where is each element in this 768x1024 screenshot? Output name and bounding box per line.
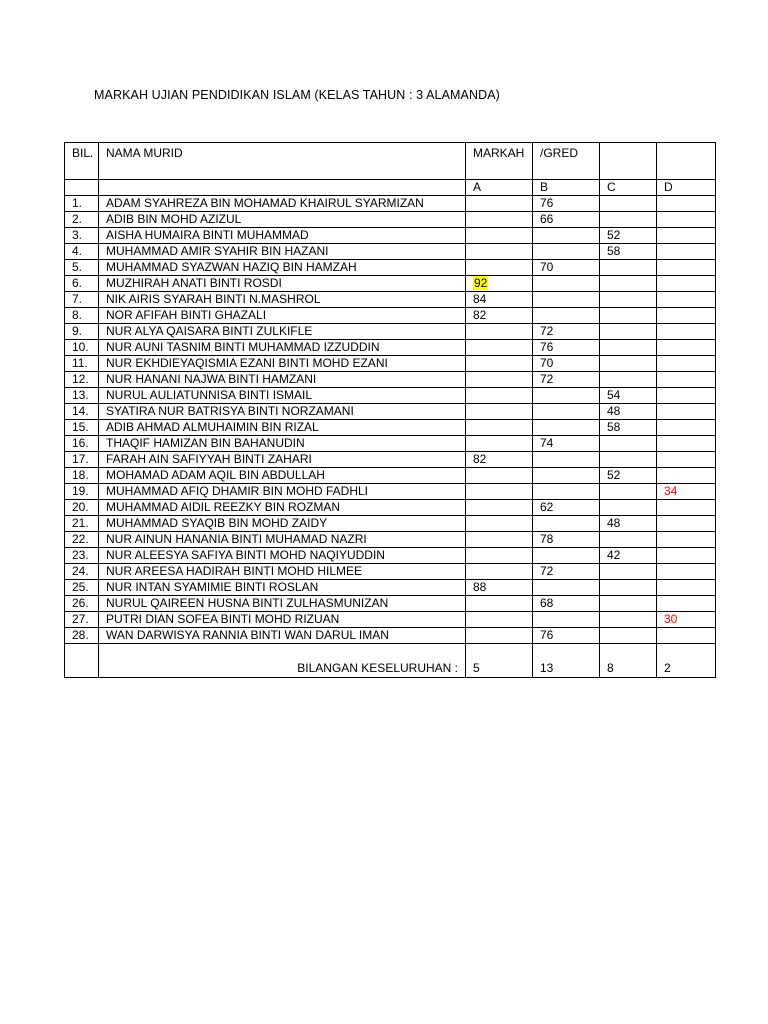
student-name: THAQIF HAMIZAN BIN BAHANUDIN	[99, 436, 466, 452]
mark-cell-b	[533, 340, 600, 356]
mark-cell-c	[600, 532, 657, 548]
mark-cell-d	[657, 580, 716, 596]
mark-cell-a	[466, 420, 533, 436]
table-row	[65, 324, 716, 340]
row-number: 27.	[65, 612, 99, 628]
table-row	[65, 596, 716, 612]
table-row	[65, 292, 716, 308]
mark-cell-a	[466, 564, 533, 580]
mark-cell-d	[657, 340, 716, 356]
mark-value-b: 62	[540, 500, 554, 514]
mark-cell-b	[533, 420, 600, 436]
row-number: 16.	[65, 436, 99, 452]
table-row	[65, 484, 716, 500]
mark-value-a: 92	[474, 276, 488, 290]
student-name: NUR ALYA QAISARA BINTI ZULKIFLE	[99, 324, 466, 340]
student-name: MUHAMMAD SYAQIB BIN MOHD ZAIDY	[99, 516, 466, 532]
grade-header-blank-bil	[65, 180, 99, 196]
mark-cell-a	[466, 452, 533, 468]
table-row	[65, 244, 716, 260]
mark-value-b: 72	[540, 372, 554, 386]
student-name: NUR AINUN HANANIA BINTI MUHAMAD NAZRI	[99, 532, 466, 548]
mark-cell-a	[466, 404, 533, 420]
mark-cell-a	[466, 324, 533, 340]
mark-cell-d	[657, 228, 716, 244]
mark-value-b: 72	[540, 564, 554, 578]
mark-value-c: 58	[607, 244, 621, 258]
mark-cell-a	[466, 548, 533, 564]
table-header-row	[65, 143, 716, 180]
mark-cell-c	[600, 340, 657, 356]
mark-cell-b	[533, 548, 600, 564]
table-row	[65, 276, 716, 292]
mark-cell-a	[466, 228, 533, 244]
student-name: ADIB AHMAD ALMUHAIMIN BIN RIZAL	[99, 420, 466, 436]
table-row	[65, 340, 716, 356]
mark-cell-c	[600, 484, 657, 500]
mark-cell-c	[600, 388, 657, 404]
student-name: MOHAMAD ADAM AQIL BIN ABDULLAH	[99, 468, 466, 484]
mark-cell-a	[466, 532, 533, 548]
mark-cell-d	[657, 372, 716, 388]
table-row	[65, 308, 716, 324]
mark-cell-a	[466, 628, 533, 644]
table-row	[65, 500, 716, 516]
mark-cell-b	[533, 388, 600, 404]
mark-cell-d	[657, 500, 716, 516]
mark-value-b: 76	[540, 340, 554, 354]
mark-cell-c	[600, 468, 657, 484]
student-name: NUR AUNI TASNIM BINTI MUHAMMAD IZZUDDIN	[99, 340, 466, 356]
marks-table-body	[65, 143, 716, 644]
mark-cell-b	[533, 260, 600, 276]
mark-cell-c	[600, 260, 657, 276]
mark-value-b: 66	[540, 212, 554, 226]
student-name: AISHA HUMAIRA BINTI MUHAMMAD	[99, 228, 466, 244]
mark-value-a: 84	[473, 292, 487, 306]
mark-cell-d	[657, 276, 716, 292]
table-row	[65, 532, 716, 548]
student-name: NIK AIRIS SYARAH BINTI N.MASHROL	[99, 292, 466, 308]
total-blank	[65, 644, 99, 678]
mark-cell-d	[657, 484, 716, 500]
mark-cell-a	[466, 580, 533, 596]
total-c: 8	[600, 644, 657, 678]
row-number: 21.	[65, 516, 99, 532]
mark-cell-c	[600, 372, 657, 388]
table-row	[65, 372, 716, 388]
mark-cell-b	[533, 308, 600, 324]
mark-value-c: 58	[607, 420, 621, 434]
student-name: NURUL QAIREEN HUSNA BINTI ZULHASMUNIZAN	[99, 596, 466, 612]
mark-cell-c	[600, 564, 657, 580]
mark-cell-d	[657, 324, 716, 340]
row-number: 6.	[65, 276, 99, 292]
table-row	[65, 516, 716, 532]
total-label: BILANGAN KESELURUHAN :	[99, 644, 466, 678]
mark-value-c: 48	[607, 404, 621, 418]
student-name: MUHAMMAD AMIR SYAHIR BIN HAZANI	[99, 244, 466, 260]
header-d-blank	[657, 143, 716, 180]
table-row	[65, 404, 716, 420]
total-a: 5	[466, 644, 533, 678]
mark-cell-d	[657, 420, 716, 436]
student-name: NUR HANANI NAJWA BINTI HAMZANI	[99, 372, 466, 388]
mark-cell-d	[657, 244, 716, 260]
header-name: NAMA MURID	[99, 143, 466, 180]
mark-cell-a	[466, 500, 533, 516]
mark-cell-d	[657, 388, 716, 404]
row-number: 19.	[65, 484, 99, 500]
mark-value-d: 30	[664, 612, 678, 626]
mark-cell-c	[600, 420, 657, 436]
mark-value-b: 78	[540, 532, 554, 546]
mark-cell-a	[466, 372, 533, 388]
row-number: 10.	[65, 340, 99, 356]
mark-cell-d	[657, 564, 716, 580]
row-number: 17.	[65, 452, 99, 468]
mark-cell-d	[657, 532, 716, 548]
mark-value-b: 74	[540, 436, 554, 450]
row-number: 18.	[65, 468, 99, 484]
header-gred: /GRED	[533, 143, 600, 180]
mark-cell-a	[466, 340, 533, 356]
mark-cell-b	[533, 628, 600, 644]
student-name: FARAH AIN SAFIYYAH BINTI ZAHARI	[99, 452, 466, 468]
grade-header-a: A	[466, 180, 533, 196]
mark-cell-c	[600, 500, 657, 516]
total-b: 13	[533, 644, 600, 678]
mark-cell-a	[466, 260, 533, 276]
mark-cell-d	[657, 196, 716, 212]
mark-cell-c	[600, 436, 657, 452]
grade-header-d: D	[657, 180, 716, 196]
row-number: 26.	[65, 596, 99, 612]
mark-cell-a	[466, 196, 533, 212]
table-row	[65, 212, 716, 228]
document-title: MARKAH UJIAN PENDIDIKAN ISLAM (KELAS TAHUN : 3 ALAMANDA)	[94, 88, 500, 102]
mark-cell-c	[600, 292, 657, 308]
student-name: NOR AFIFAH BINTI GHAZALI	[99, 308, 466, 324]
mark-cell-a	[466, 276, 533, 292]
mark-cell-c	[600, 228, 657, 244]
student-name: MUHAMMAD AIDIL REEZKY BIN ROZMAN	[99, 500, 466, 516]
row-number: 15.	[65, 420, 99, 436]
row-number: 12.	[65, 372, 99, 388]
mark-value-b: 70	[540, 356, 554, 370]
mark-cell-a	[466, 516, 533, 532]
mark-cell-b	[533, 196, 600, 212]
mark-cell-b	[533, 500, 600, 516]
mark-cell-c	[600, 404, 657, 420]
mark-cell-a	[466, 356, 533, 372]
mark-cell-d	[657, 356, 716, 372]
student-name: NUR AREESA HADIRAH BINTI MOHD HILMEE	[99, 564, 466, 580]
mark-value-b: 76	[540, 628, 554, 642]
mark-cell-c	[600, 356, 657, 372]
row-number: 5.	[65, 260, 99, 276]
mark-value-a: 82	[473, 308, 487, 322]
mark-cell-c	[600, 596, 657, 612]
marks-table-footer	[65, 644, 716, 678]
mark-value-d: 34	[664, 484, 678, 498]
table-row	[65, 548, 716, 564]
header-bil: BIL.	[65, 143, 99, 180]
table-row	[65, 436, 716, 452]
mark-cell-b	[533, 484, 600, 500]
row-number: 13.	[65, 388, 99, 404]
mark-cell-b	[533, 580, 600, 596]
mark-cell-c	[600, 308, 657, 324]
mark-cell-d	[657, 436, 716, 452]
mark-cell-b	[533, 372, 600, 388]
mark-cell-c	[600, 276, 657, 292]
table-row	[65, 628, 716, 644]
mark-cell-c	[600, 612, 657, 628]
grade-header-b: B	[533, 180, 600, 196]
mark-cell-b	[533, 596, 600, 612]
mark-cell-b	[533, 436, 600, 452]
mark-cell-b	[533, 228, 600, 244]
student-name: MUHAMMAD AFIQ DHAMIR BIN MOHD FADHLI	[99, 484, 466, 500]
mark-cell-a	[466, 612, 533, 628]
mark-cell-b	[533, 612, 600, 628]
mark-cell-a	[466, 292, 533, 308]
mark-cell-d	[657, 548, 716, 564]
mark-cell-b	[533, 276, 600, 292]
mark-cell-d	[657, 260, 716, 276]
mark-value-c: 48	[607, 516, 621, 530]
header-markah: MARKAH	[466, 143, 533, 180]
total-d: 2	[657, 644, 716, 678]
mark-cell-b	[533, 324, 600, 340]
mark-value-c: 52	[607, 228, 621, 242]
mark-cell-b	[533, 516, 600, 532]
student-name: SYATIRA NUR BATRISYA BINTI NORZAMANI	[99, 404, 466, 420]
mark-cell-a	[466, 244, 533, 260]
table-row	[65, 356, 716, 372]
student-name: NUR EKHDIEYAQISMIA EZANI BINTI MOHD EZANI	[99, 356, 466, 372]
mark-cell-d	[657, 452, 716, 468]
student-name: ADAM SYAHREZA BIN MOHAMAD KHAIRUL SYARMIZAN	[99, 196, 466, 212]
mark-cell-a	[466, 468, 533, 484]
mark-cell-a	[466, 484, 533, 500]
grade-header-c: C	[600, 180, 657, 196]
row-number: 20.	[65, 500, 99, 516]
student-name: MUZHIRAH ANATI BINTI ROSDI	[99, 276, 466, 292]
mark-cell-b	[533, 564, 600, 580]
table-row	[65, 612, 716, 628]
mark-value-c: 42	[607, 548, 621, 562]
mark-value-a: 88	[473, 580, 487, 594]
student-name: NUR ALEESYA SAFIYA BINTI MOHD NAQIYUDDIN	[99, 548, 466, 564]
table-row	[65, 452, 716, 468]
mark-cell-c	[600, 452, 657, 468]
mark-cell-a	[466, 388, 533, 404]
row-number: 2.	[65, 212, 99, 228]
mark-cell-d	[657, 516, 716, 532]
mark-cell-b	[533, 244, 600, 260]
grade-header-row	[65, 180, 716, 196]
mark-cell-d	[657, 292, 716, 308]
mark-value-c: 52	[607, 468, 621, 482]
student-name: MUHAMMAD SYAZWAN HAZIQ BIN HAMZAH	[99, 260, 466, 276]
mark-cell-c	[600, 548, 657, 564]
row-number: 8.	[65, 308, 99, 324]
student-name: NURUL AULIATUNNISA BINTI ISMAIL	[99, 388, 466, 404]
mark-cell-c	[600, 324, 657, 340]
mark-cell-d	[657, 404, 716, 420]
row-number: 11.	[65, 356, 99, 372]
row-number: 4.	[65, 244, 99, 260]
table-row	[65, 228, 716, 244]
row-number: 28.	[65, 628, 99, 644]
row-number: 3.	[65, 228, 99, 244]
mark-cell-d	[657, 628, 716, 644]
table-row	[65, 260, 716, 276]
mark-cell-b	[533, 532, 600, 548]
student-name: ADIB BIN MOHD AZIZUL	[99, 212, 466, 228]
mark-cell-a	[466, 308, 533, 324]
mark-cell-c	[600, 516, 657, 532]
mark-value-a: 82	[473, 452, 487, 466]
marks-table	[64, 142, 716, 678]
mark-cell-a	[466, 212, 533, 228]
mark-value-b: 76	[540, 196, 554, 210]
mark-cell-c	[600, 580, 657, 596]
student-name: WAN DARWISYA RANNIA BINTI WAN DARUL IMAN	[99, 628, 466, 644]
mark-cell-d	[657, 308, 716, 324]
table-row	[65, 420, 716, 436]
row-number: 24.	[65, 564, 99, 580]
mark-cell-b	[533, 404, 600, 420]
mark-cell-a	[466, 436, 533, 452]
row-number: 14.	[65, 404, 99, 420]
mark-value-b: 72	[540, 324, 554, 338]
table-row	[65, 468, 716, 484]
row-number: 25.	[65, 580, 99, 596]
mark-value-b: 70	[540, 260, 554, 274]
row-number: 9.	[65, 324, 99, 340]
mark-cell-c	[600, 212, 657, 228]
mark-cell-d	[657, 596, 716, 612]
grade-header-blank-name	[99, 180, 466, 196]
header-c-blank	[600, 143, 657, 180]
student-name: PUTRI DIAN SOFEA BINTI MOHD RIZUAN	[99, 612, 466, 628]
mark-cell-c	[600, 244, 657, 260]
table-row	[65, 196, 716, 212]
row-number: 23.	[65, 548, 99, 564]
mark-cell-d	[657, 612, 716, 628]
mark-cell-c	[600, 628, 657, 644]
table-row	[65, 388, 716, 404]
row-number: 1.	[65, 196, 99, 212]
mark-cell-c	[600, 196, 657, 212]
mark-cell-b	[533, 212, 600, 228]
table-row	[65, 564, 716, 580]
row-number: 7.	[65, 292, 99, 308]
row-number: 22.	[65, 532, 99, 548]
mark-value-c: 54	[607, 388, 621, 402]
mark-cell-d	[657, 468, 716, 484]
mark-cell-d	[657, 212, 716, 228]
table-row	[65, 580, 716, 596]
student-name: NUR INTAN SYAMIMIE BINTI ROSLAN	[99, 580, 466, 596]
mark-cell-b	[533, 452, 600, 468]
mark-value-b: 68	[540, 596, 554, 610]
mark-cell-a	[466, 596, 533, 612]
mark-cell-b	[533, 468, 600, 484]
mark-cell-b	[533, 292, 600, 308]
mark-cell-b	[533, 356, 600, 372]
total-row	[65, 644, 716, 678]
